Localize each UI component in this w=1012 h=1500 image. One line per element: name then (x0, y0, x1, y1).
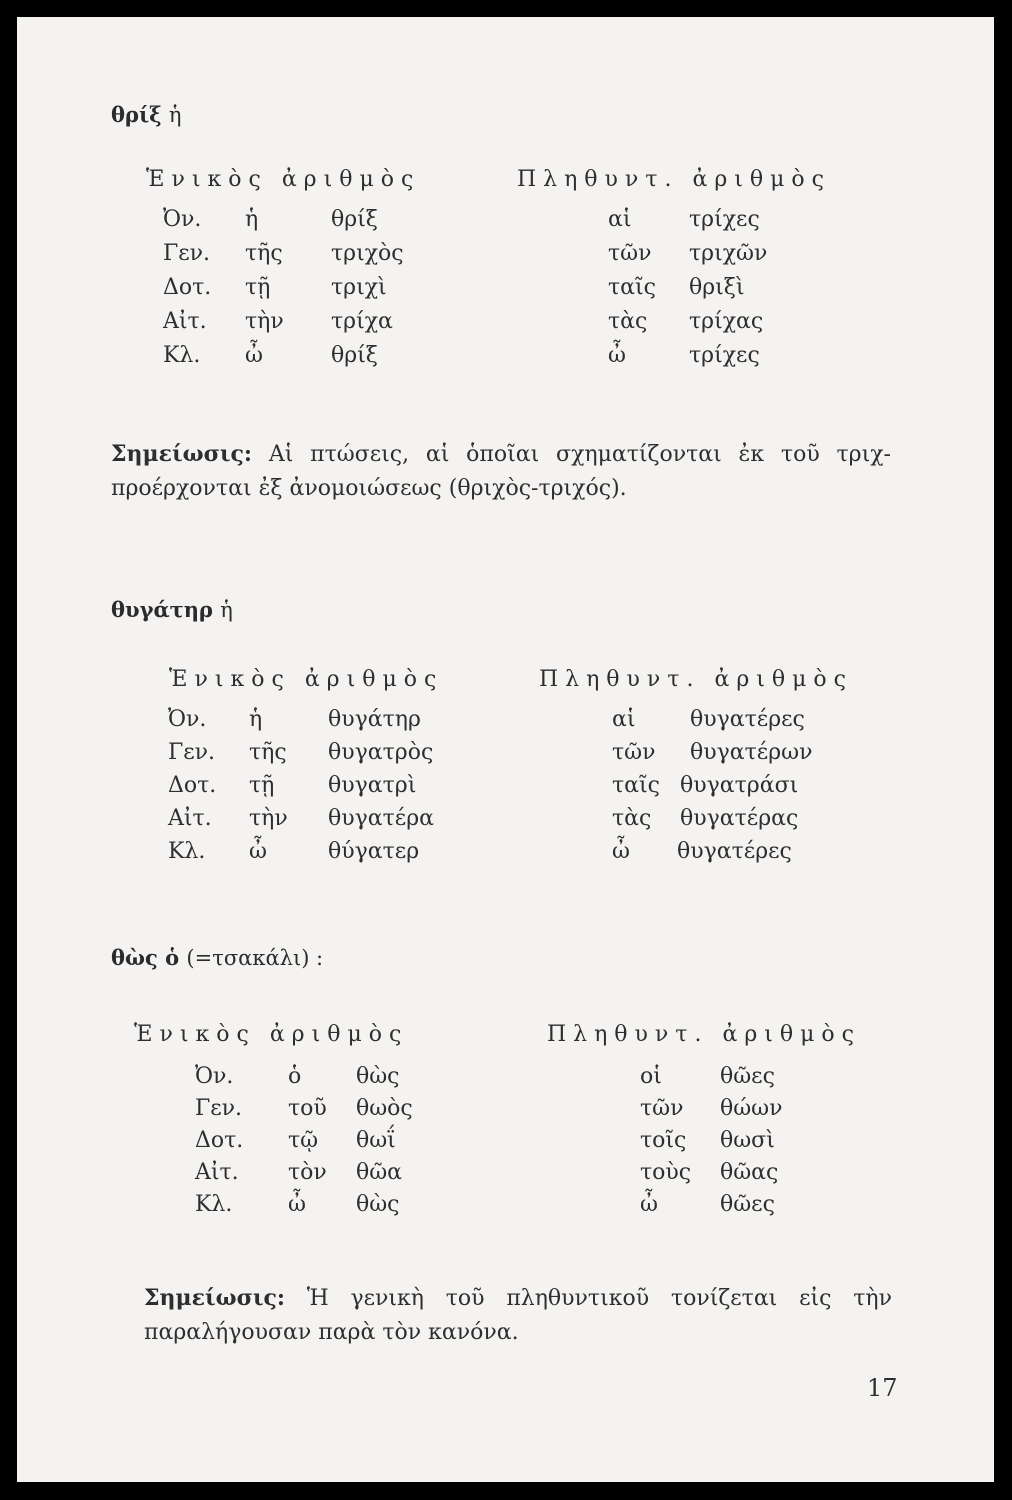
plural-article: τῶν (640, 1096, 684, 1121)
plural-article: αἱ (608, 207, 632, 232)
plural-form: θριξὶ (689, 275, 745, 300)
singular-form: τρίχα (331, 309, 393, 334)
plural-form: τρίχες (689, 343, 760, 368)
case-label: Αἰτ. (168, 806, 212, 831)
note-label: Σημείωσις: (144, 1285, 286, 1311)
plural-form: θώων (720, 1096, 783, 1121)
singular-article: τῆς (245, 241, 283, 266)
plural-article: τῶν (608, 241, 652, 266)
plural-form: τριχῶν (689, 241, 768, 266)
plural-header: Πληθυντ. ἀριθμὸς (517, 167, 831, 192)
plural-article: ταῖς (608, 275, 656, 300)
case-label: Κλ. (168, 839, 206, 864)
singular-article: ἡ (249, 707, 263, 732)
section-title-word: θυγάτηρ (111, 597, 213, 622)
plural-form: τρίχας (689, 309, 764, 334)
singular-header: Ἑνικὸς ἀριθμὸς (146, 167, 421, 192)
plural-article: τὰς (612, 806, 652, 831)
case-label: Δοτ. (163, 275, 212, 300)
plural-article: τοὺς (640, 1160, 692, 1185)
singular-article: τοῦ (288, 1096, 327, 1121)
singular-article: ὦ (288, 1192, 306, 1217)
plural-form: τρίχες (689, 207, 760, 232)
plural-form: θῶας (720, 1160, 779, 1185)
singular-form: θυγατέρα (328, 806, 434, 831)
singular-form: θωὸς (356, 1096, 413, 1121)
section-title-article: ἡ (220, 598, 233, 622)
singular-form: θὼς (356, 1064, 400, 1089)
plural-form: θυγατέρας (680, 806, 799, 831)
case-label: Ὀν. (163, 207, 202, 232)
singular-form: τριχὶ (331, 275, 387, 300)
singular-article: ὦ (249, 839, 267, 864)
singular-article: ἡ (245, 207, 259, 232)
plural-article: τὰς (608, 309, 648, 334)
case-label: Γεν. (195, 1096, 243, 1121)
plural-article: ὦ (608, 343, 626, 368)
case-label: Γεν. (168, 740, 216, 765)
plural-article: τοῖς (640, 1128, 687, 1153)
note-paragraph (144, 1281, 892, 1350)
singular-form: θὼς (356, 1192, 400, 1217)
case-label: Ὀν. (195, 1064, 234, 1089)
singular-article: ὦ (245, 343, 263, 368)
singular-article: τὴν (245, 309, 284, 334)
plural-article: ταῖς (612, 773, 660, 798)
case-label: Αἰτ. (195, 1160, 239, 1185)
note-label: Σημείωσις: (111, 441, 253, 467)
plural-header: Πληθυντ. ἀριθμὸς (547, 1022, 861, 1047)
case-label: Αἰτ. (163, 309, 207, 334)
singular-form: θυγατρὶ (328, 773, 417, 798)
singular-article: ὁ (288, 1064, 302, 1089)
plural-form: θῶες (720, 1064, 775, 1089)
singular-form: θυγατρὸς (328, 740, 434, 765)
section-title (111, 597, 233, 622)
plural-form: θῶες (720, 1192, 775, 1217)
singular-form: θρίξ (331, 207, 378, 232)
singular-article: τὸν (288, 1160, 327, 1185)
section-title (111, 945, 323, 970)
plural-article: ὦ (612, 839, 630, 864)
singular-form: θρίξ (331, 343, 378, 368)
section-title-gloss: (=τσακάλι) : (186, 946, 324, 970)
singular-article: τῇ (249, 773, 275, 798)
singular-form: τριχὸς (331, 241, 404, 266)
singular-header: Ἑνικὸς ἀριθμὸς (169, 667, 444, 692)
section-title-word: θρίξ (111, 102, 162, 127)
singular-form: θωΐ (356, 1128, 396, 1153)
singular-form: θύγατερ (328, 839, 420, 864)
page-number: 17 (867, 1374, 898, 1402)
case-label: Κλ. (195, 1192, 233, 1217)
singular-form: θῶα (356, 1160, 403, 1185)
case-label: Δοτ. (168, 773, 217, 798)
section-title-word: θὼς ὁ (111, 945, 180, 970)
plural-article: αἱ (612, 707, 636, 732)
plural-article: ὦ (640, 1192, 658, 1217)
plural-header: Πληθυντ. ἀριθμὸς (539, 667, 853, 692)
singular-header: Ἑνικὸς ἀριθμὸς (134, 1022, 409, 1047)
plural-form: θυγατέρες (690, 707, 805, 732)
singular-article: τῆς (249, 740, 287, 765)
plural-form: θυγατέρων (690, 740, 813, 765)
singular-article: τὴν (249, 806, 288, 831)
plural-form: θυγατέρες (677, 839, 792, 864)
singular-article: τῷ (288, 1128, 319, 1153)
plural-form: θωσὶ (720, 1128, 775, 1153)
singular-form: θυγάτηρ (328, 707, 421, 732)
note-text: Αἱ πτώσεις, αἱ ὁποῖαι σχηματίζονται ἐκ τοῦ τριχ- προέρχονται ἐξ ἀνομοιώσεως (θριχὸς-τριχός). (111, 442, 891, 501)
singular-article: τῇ (245, 275, 271, 300)
plural-article: τῶν (612, 740, 656, 765)
section-title (111, 102, 181, 127)
plural-article: οἱ (640, 1064, 662, 1089)
case-label: Ὀν. (168, 707, 207, 732)
case-label: Δοτ. (195, 1128, 244, 1153)
case-label: Γεν. (163, 241, 211, 266)
case-label: Κλ. (163, 343, 201, 368)
book-page (17, 17, 994, 1482)
section-title-article: ἡ (168, 103, 182, 127)
note-text: Ἡ γενικὴ τοῦ πληθυντικοῦ τονίζεται εἰς τὴν παραλήγουσαν παρὰ τὸν κανόνα. (144, 1286, 892, 1345)
plural-form: θυγατράσι (680, 773, 799, 798)
note-paragraph (111, 437, 891, 506)
